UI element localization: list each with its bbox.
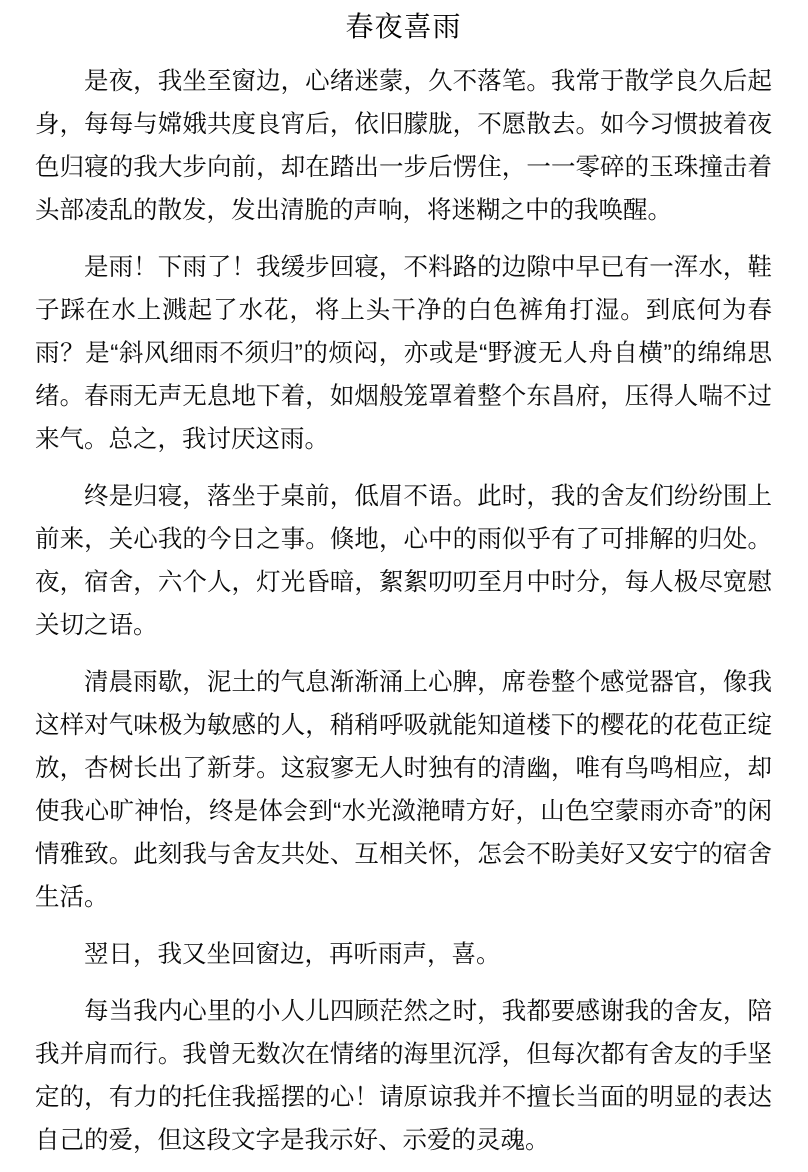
essay-paragraph: 每当我内心里的小人儿四顾茫然之时，我都要感谢我的舍友，陪我并肩而行。我曾无数次在情绪的海里沉浮，但每次都有舍友的手坚定的，有力的托住我摇摆的心！请原谅我并不擅长当面的明显的表达自己的爱，但这段文字是我示好、示爱的灵魂。: [35, 998, 772, 1154]
essay-paragraph: 是雨！下雨了！我缓步回寝，不料路的边隙中早已有一浑水，鞋子踩在水上溅起了水花，将上头干净的白色裤角打湿。到底何为春雨？是“斜风细雨不须归”的烦闷，亦或是“野渡无人舟自横”的绵绵思绪。春雨无声无息地下着，如烟般笼罩着整个东昌府，压得人喘不过来气。总之，我讨厌这雨。: [35, 254, 772, 453]
essay-title: 春夜喜雨: [345, 11, 462, 42]
essay-paragraph: 翌日，我又坐回窗边，再听雨声，喜。: [84, 941, 501, 968]
essay-body: [35, 60, 772, 1162]
essay-paragraph: 终是归寝，落坐于桌前，低眉不语。此时，我的舍友们纷纷围上前来，关心我的今日之事。倏地，心中的雨似乎有了可排解的归处。夜，宿舍，六个人，灯光昏暗，絮絮叨叨至月中时分，每人极尽宽慰关切之语。: [35, 483, 772, 639]
essay-paragraph: 清晨雨歇，泥土的气息渐渐涌上心脾，席卷整个感觉器官，像我这样对气味极为敏感的人，稍稍呼吸就能知道楼下的樱花的花苞正绽放，杏树长出了新芽。这寂寥无人时独有的清幽，唯有鸟鸣相应，却使我心旷神怡，终是体会到“水光潋滟晴方好，山色空蒙雨亦奇”的闲情雅致。此刻我与舍友共处、互相关怀，怎会不盼美好又安宁的宿舍生活。: [35, 669, 772, 911]
essay-paragraph: 是夜，我坐至窗边，心绪迷蒙，久不落笔。我常于散学良久后起身，每每与嫦娥共度良宵后，依旧朦胧，不愿散去。如今习惯披着夜色归寝的我大步向前，却在踏出一步后愣住，一一零碎的玉珠撞击着头部凌乱的散发，发出清脆的声响，将迷糊之中的我唤醒。: [35, 68, 772, 224]
